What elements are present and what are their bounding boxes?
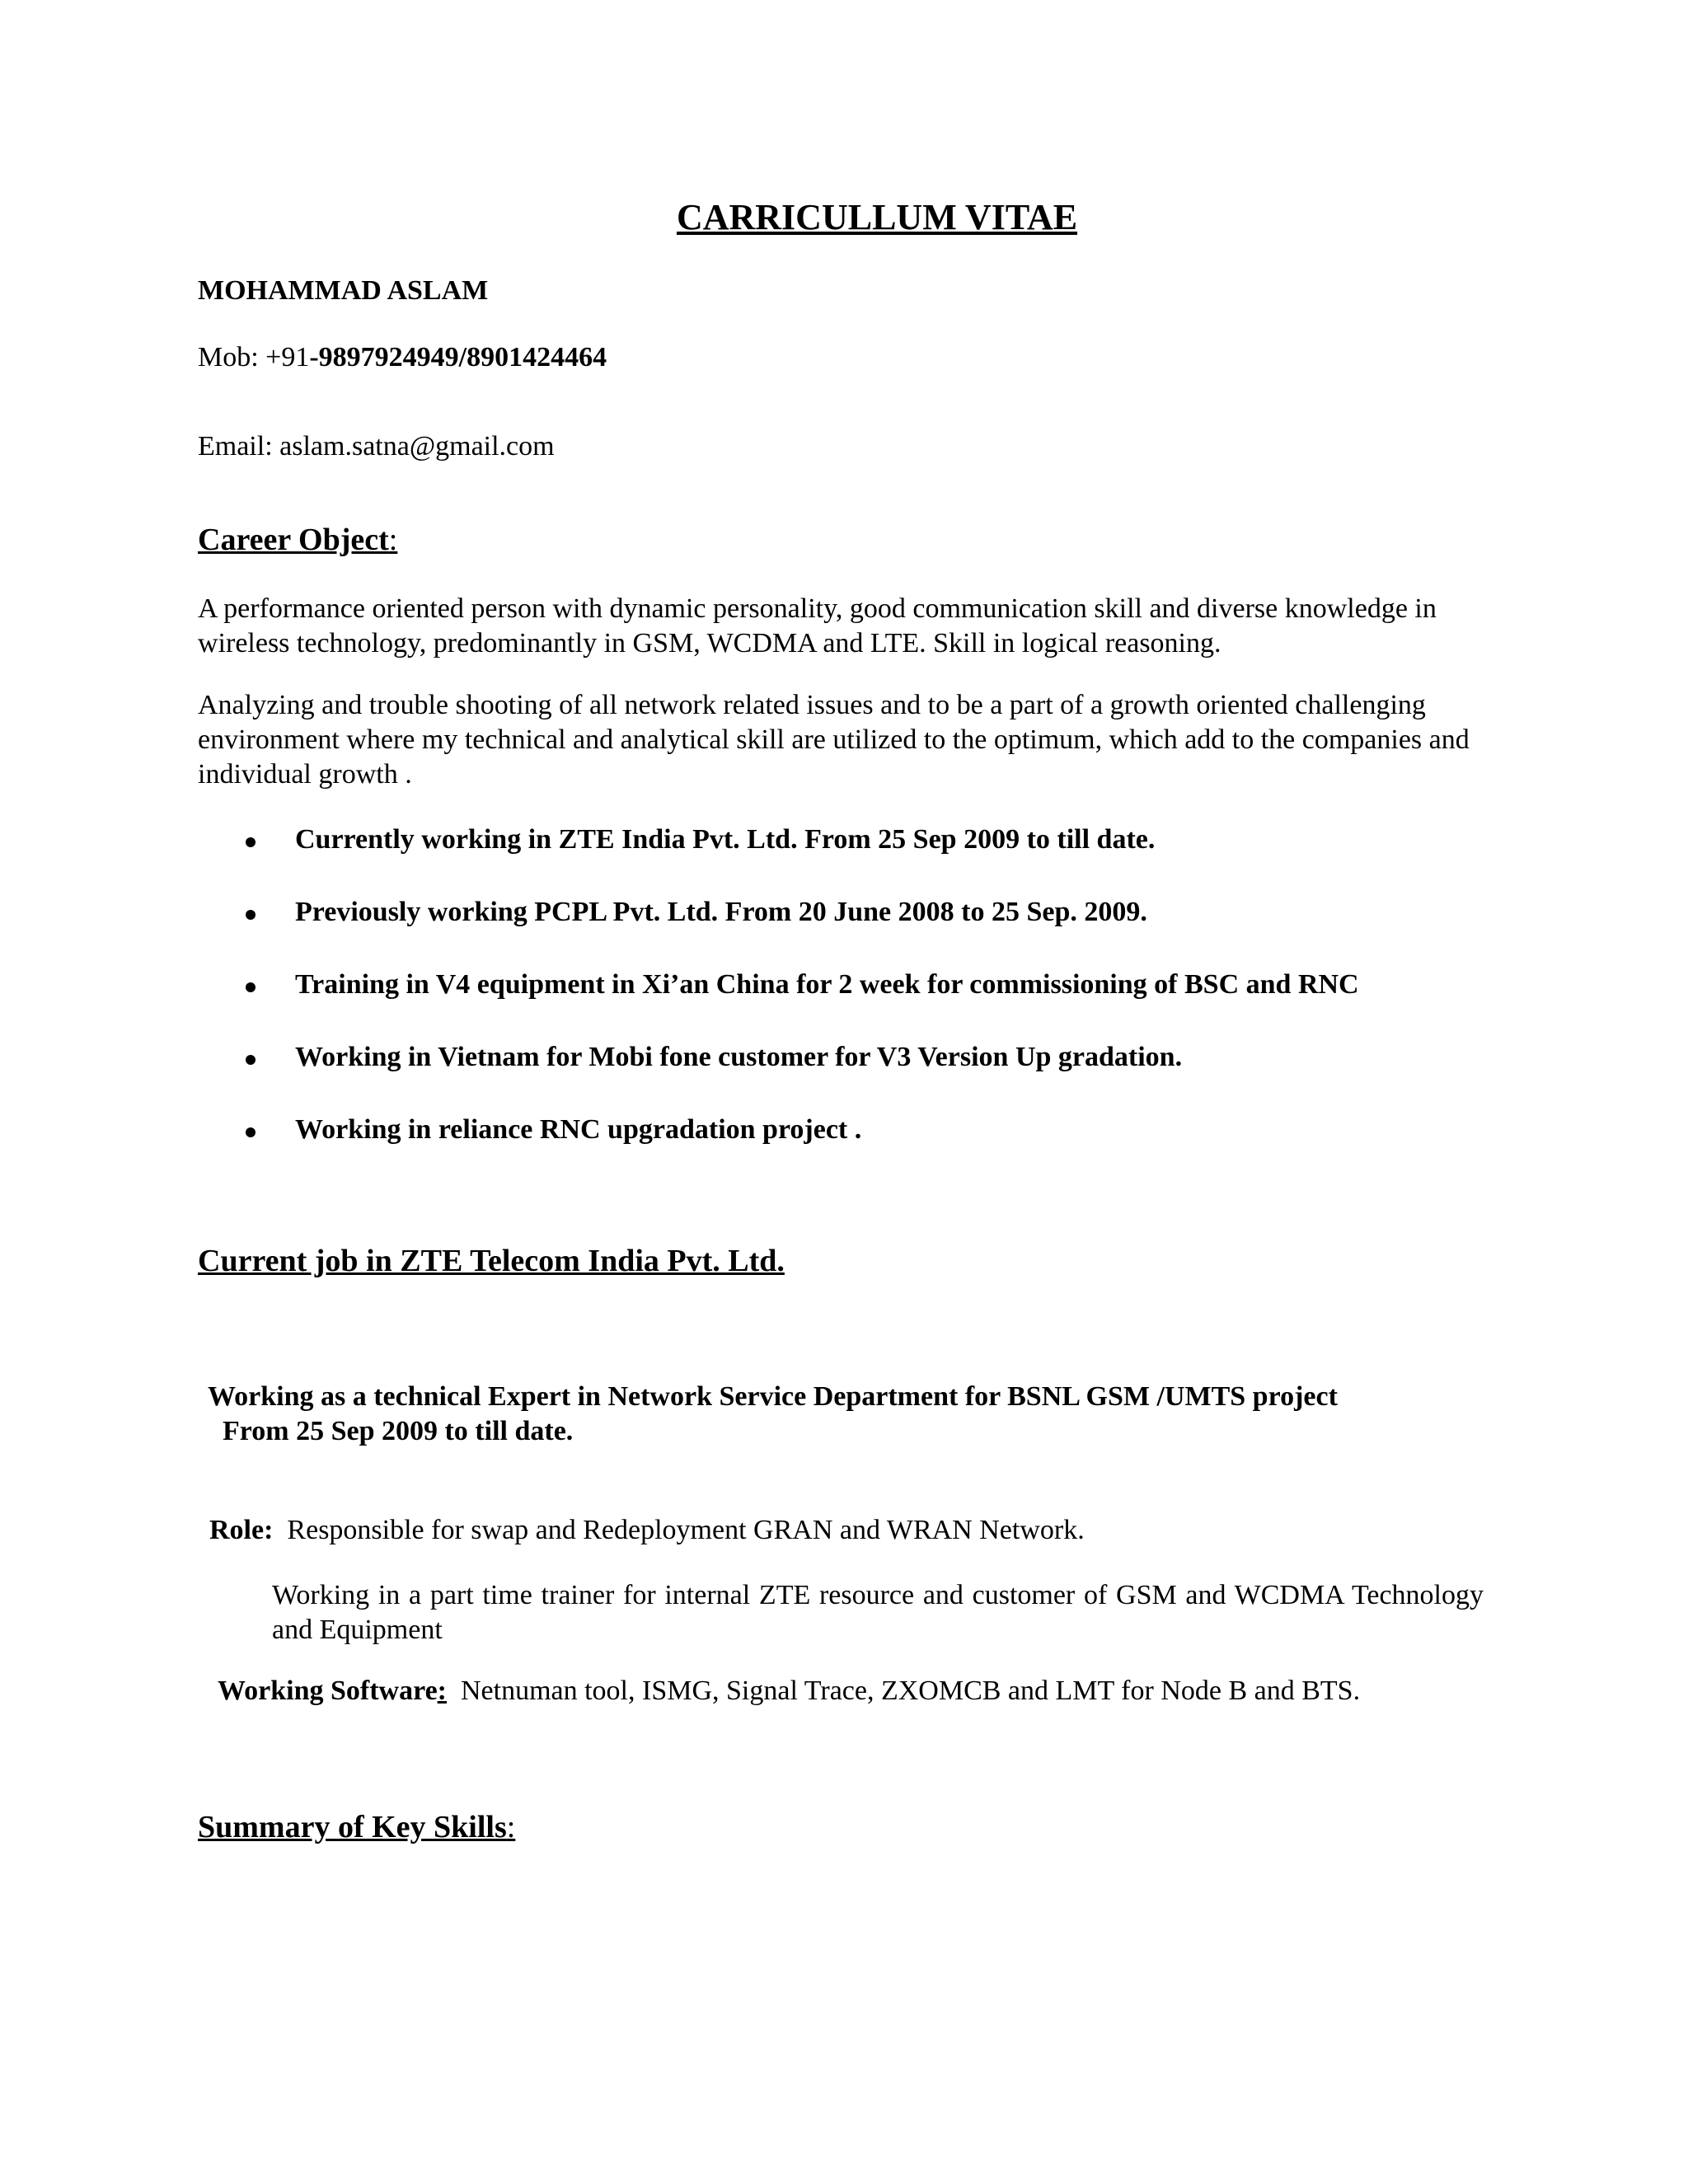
email-address: aslam.satna@gmail.com — [279, 431, 555, 462]
highlight-text: Training in V4 equipment in Xi’an China for 2 week for commissioning of BSC and RNC — [295, 969, 1359, 1000]
email-label: Email: — [198, 431, 280, 462]
highlight-text: Working in reliance RNC upgradation project . — [295, 1114, 862, 1145]
software-label: Working Software — [218, 1675, 438, 1706]
job-description-line-2: From 25 Sep 2009 to till date. — [223, 1416, 574, 1446]
career-object-colon: : — [388, 523, 398, 557]
key-skills-colon: : — [506, 1810, 516, 1844]
role-label: Role: — [209, 1515, 274, 1545]
highlight-text: Previously working PCPL Pvt. Ltd. From 20 June 2008 to 25 Sep. 2009. — [295, 897, 1147, 927]
software-colon: : — [437, 1675, 447, 1706]
role-line — [209, 1515, 1085, 1546]
bullet-icon — [246, 982, 256, 992]
mobile-numbers: -9897924949/8901424464 — [309, 342, 607, 373]
highlight-text: Currently working in ZTE India Pvt. Ltd. From 25 Sep 2009 to till date. — [295, 824, 1156, 855]
bullet-icon — [246, 1055, 256, 1065]
career-paragraph-2: Analyzing and trouble shooting of all network related issues and to be a part of a growth oriented challenging environment where my technical and analytical skill are utilized to the optimum, which add to the companies and individual growth . — [198, 690, 1470, 790]
bullet-icon — [246, 837, 256, 847]
mobile-label: Mob: +91 — [198, 342, 310, 373]
email-line — [198, 431, 555, 462]
career-paragraph-1: A performance oriented person with dynamic personality, good communication skill and diverse knowledge in wireless technology, predominantly in GSM, WCDMA and LTE. Skill in logical reasoning. — [198, 593, 1437, 658]
software-line — [218, 1675, 1360, 1707]
role-text: Responsible for swap and Redeployment GRAN and WRAN Network. — [287, 1515, 1085, 1545]
document-title: CARRICULLUM VITAE — [676, 197, 1078, 237]
highlight-text: Working in Vietnam for Mobi fone customer for V3 Version Up gradation. — [295, 1042, 1183, 1072]
career-object-title: Career Object — [198, 523, 389, 557]
job-description-line-1: Working as a technical Expert in Network Service Department for BSNL GSM /UMTS project — [208, 1381, 1338, 1412]
career-object-heading — [198, 522, 397, 558]
key-skills-heading — [198, 1809, 515, 1845]
key-skills-title: Summary of Key Skills — [198, 1810, 507, 1844]
mobile-line — [198, 342, 607, 373]
trainer-text: Working in a part time trainer for internal ZTE resource and customer of GSM and WCDMA Technology and Equipment — [272, 1580, 1484, 1645]
software-text: Netnuman tool, ISMG, Signal Trace, ZXOMCB and LMT for Node B and BTS. — [460, 1675, 1361, 1706]
bullet-icon — [246, 1127, 256, 1137]
bullet-icon — [246, 910, 256, 920]
current-job-heading: Current job in ZTE Telecom India Pvt. Ltd. — [198, 1244, 785, 1278]
candidate-name: MOHAMMAD ASLAM — [198, 275, 489, 306]
